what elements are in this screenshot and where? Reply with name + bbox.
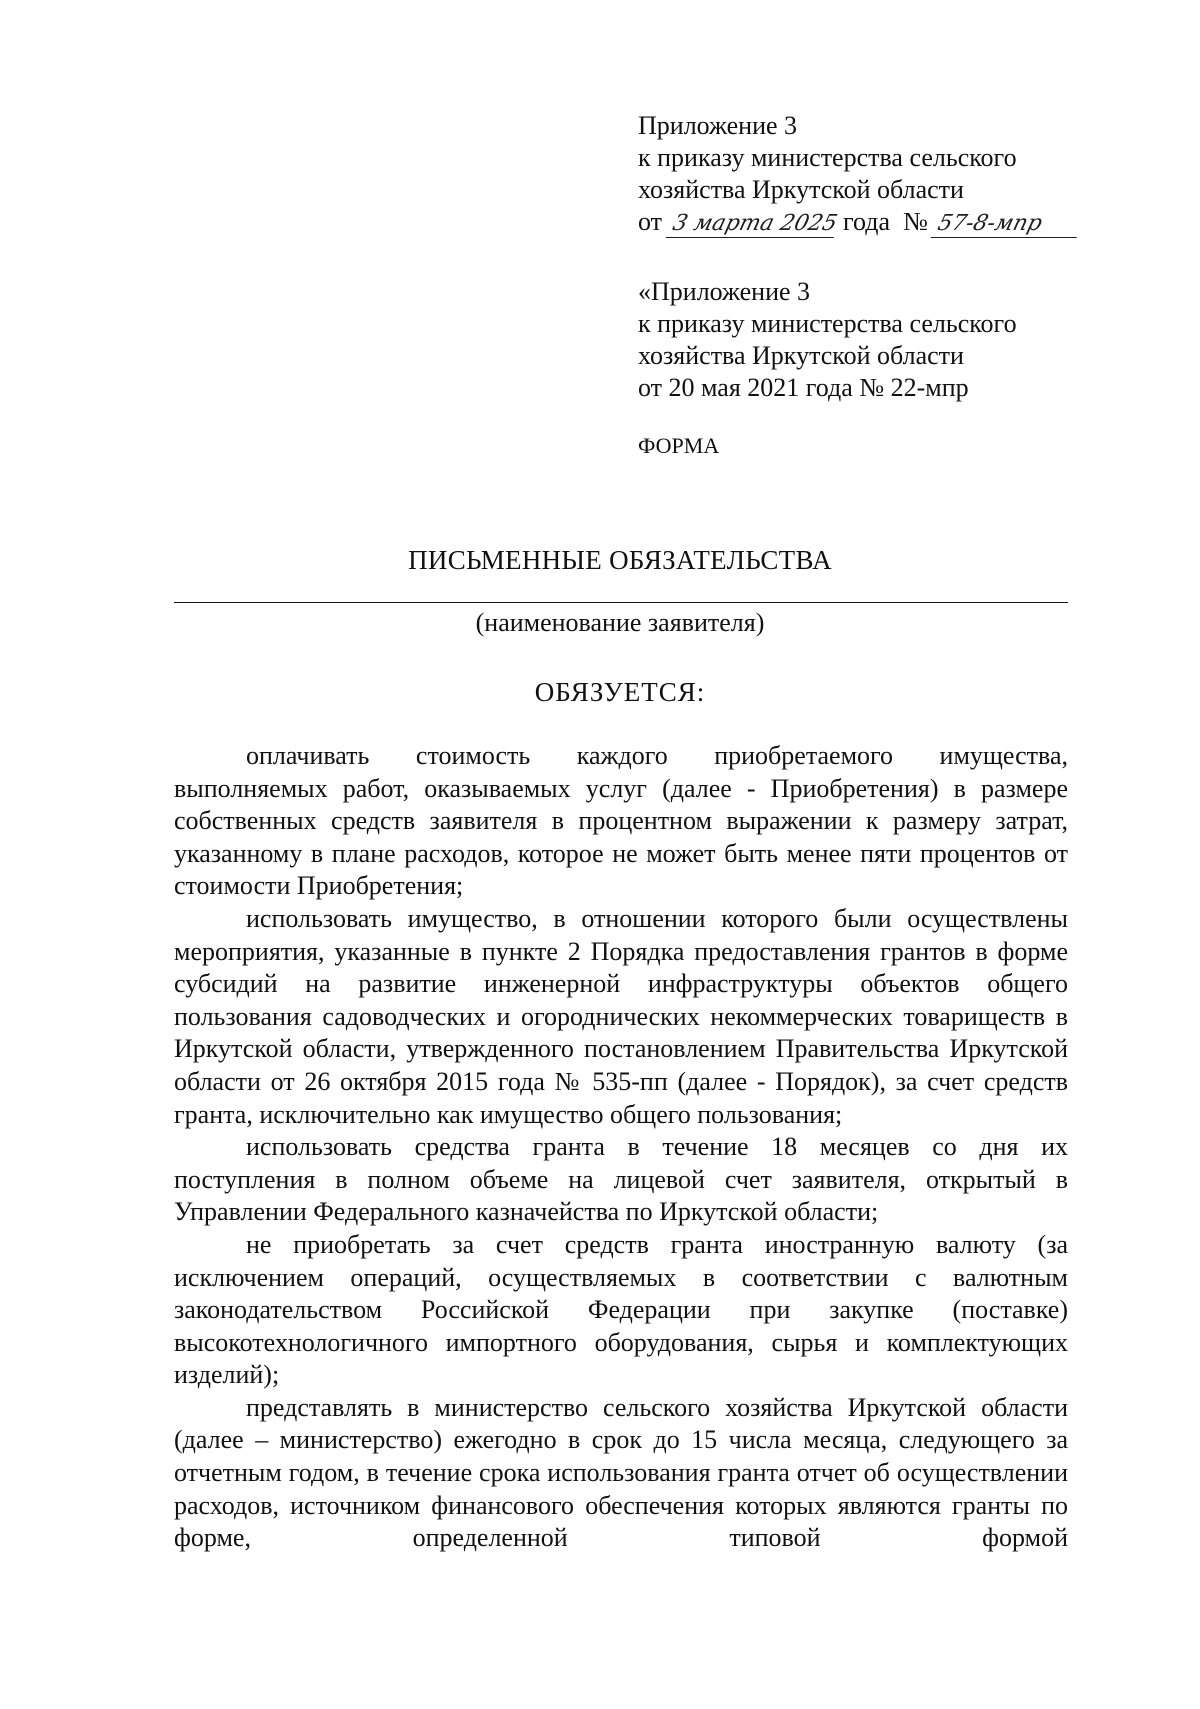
annex-line: хозяйства Иркутской области bbox=[638, 341, 964, 370]
handwritten-number: 57-8-мпр bbox=[931, 211, 1084, 238]
date-prefix: от bbox=[638, 207, 663, 236]
applicant-name-caption: (наименование заявителя) bbox=[475, 608, 765, 637]
obligation-paragraph: представлять в министерство сельского хозяйства Иркутской области (далее – министерство) ежегодно в срок до 15 числа месяца, следующего за отчетным годом, в течение срока использования гранта отчет об осуществлении расходов, источником финансового обеспечения которых являются гранты по форме, определенной типовой формой bbox=[174, 1392, 1068, 1553]
year-word: года bbox=[843, 207, 891, 236]
annex-line: хозяйства Иркутской области bbox=[638, 175, 964, 204]
annex-line: к приказу министерства сельского bbox=[638, 143, 1017, 172]
annex-line: Приложение 3 bbox=[638, 111, 798, 140]
annex-line: «Приложение 3 bbox=[638, 277, 811, 306]
obliges-heading: ОБЯЗУЕТСЯ: bbox=[534, 677, 706, 707]
obligation-paragraph: использовать средства гранта в течение 18 месяцев со дня их поступления в полном объеме на лицевой счет заявителя, открытый в Управлении Федерального казначейства по Иркутской области; bbox=[174, 1132, 1068, 1227]
number-sign: № bbox=[903, 207, 928, 236]
annex-date-line bbox=[638, 206, 1098, 238]
obligation-paragraph: не приобретать за счет средств гранта иностранную валюту (за исключением операций, осуществляемых в соответствии с валютным законодательством Российской Федерации при закупке (поставке) высокотехнологичного импортного оборудования, сырья и комплектующих изделий); bbox=[174, 1229, 1068, 1390]
handwritten-date: 3 марта 2025 bbox=[665, 211, 840, 238]
obligation-paragraph: оплачивать стоимость каждого приобретаемого имущества, выполняемых работ, оказываемых услуг (далее - Приобретения) в размере собственных средств заявителя в процентном выражении к размеру затрат, указанному в плане расходов, которое не может быть менее пяти процентов от стоимости Приобретения; bbox=[174, 741, 1068, 901]
annex-line: к приказу министерства сельского bbox=[638, 309, 1017, 338]
document-title: ПИСЬМЕННЫЕ ОБЯЗАТЕЛЬСТВА bbox=[408, 545, 832, 575]
annex-header-original bbox=[638, 276, 1098, 404]
obligations-body bbox=[174, 740, 1068, 1555]
applicant-name-line bbox=[174, 602, 1068, 603]
form-label: ФОРМА bbox=[638, 433, 720, 458]
obligation-paragraph: использовать имущество, в отношении которого были осуществлены мероприятия, указанные в пункте 2 Порядка предоставления грантов в форме субсидий на развитие инженерной инфраструктуры объектов общего пользования садоводческих и огороднических некоммерческих товариществ в Иркутской области, утвержденного постановлением Правительства Иркутской области от 26 октября 2015 года № 535-пп (далее - Порядок), за счет средств гранта, исключительно как имущество общего пользования; bbox=[174, 903, 1068, 1129]
annex-line: от 20 мая 2021 года № 22-мпр bbox=[638, 373, 969, 402]
annex-header-current bbox=[638, 110, 1098, 238]
